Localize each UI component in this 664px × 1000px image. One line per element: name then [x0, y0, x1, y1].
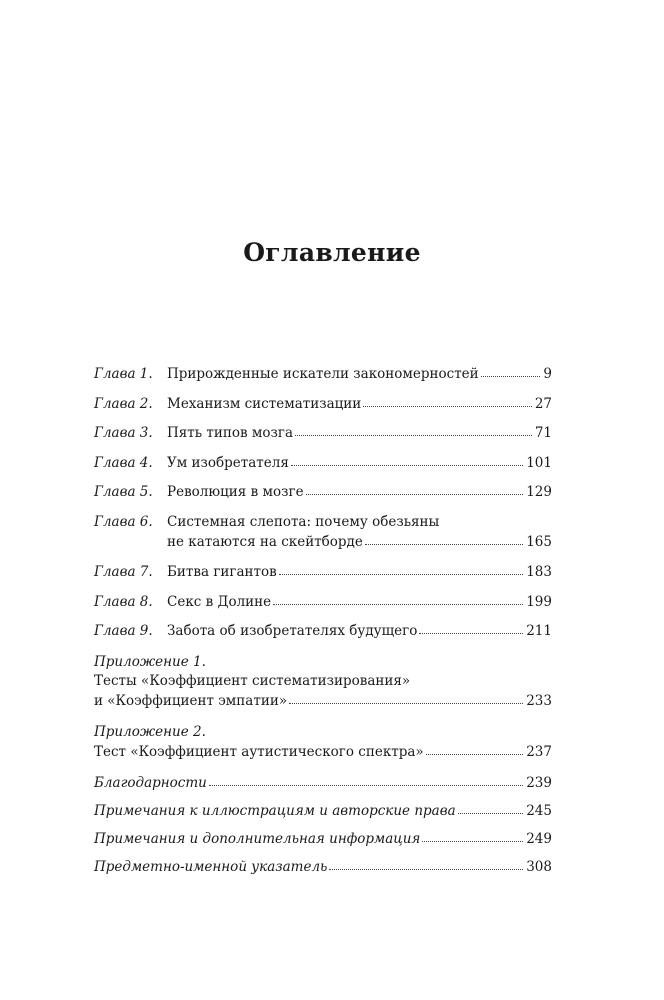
page-number: 233 — [526, 692, 552, 709]
chapter-label: Глава 3. — [94, 425, 153, 442]
chapter-title: Системная слепота: почему обезьяны — [167, 513, 440, 530]
chapter-title: Революция в мозге — [167, 484, 304, 501]
chapter-title: Пять типов мозга — [167, 425, 293, 442]
toc-entry-chapter-4[interactable] — [94, 453, 552, 483]
chapter-label: Глава 2. — [94, 395, 153, 412]
chapter-label: Глава 9. — [94, 623, 153, 640]
page-number: 249 — [526, 830, 552, 847]
appendix-title: Тесты «Коэффициент систематизирования» — [94, 672, 411, 689]
chapter-title: Забота об изобретателях будущего — [167, 623, 418, 640]
toc-entry-chapter-2[interactable] — [94, 394, 552, 424]
leader-dots — [291, 465, 523, 466]
appendix-title-continued: и «Коэффициент эмпатии» — [94, 692, 288, 709]
leader-dots — [458, 813, 524, 814]
toc-entry-chapter-5[interactable] — [94, 482, 552, 512]
leader-dots — [365, 544, 523, 545]
back-matter-title: Предметно-именной указатель — [94, 858, 328, 875]
page-number: 71 — [534, 425, 552, 442]
toc-entry-index[interactable] — [94, 857, 552, 885]
toc-entry-chapter-1[interactable] — [94, 364, 552, 394]
toc-entry-appendix-2[interactable] — [94, 723, 552, 773]
chapter-label: Глава 7. — [94, 563, 153, 580]
chapter-label: Глава 6. — [94, 513, 153, 530]
chapter-title: Ум изобретателя — [167, 454, 289, 471]
page-title: Оглавление — [243, 238, 421, 267]
appendix-label: Приложение 1. — [94, 653, 206, 670]
page-number: 101 — [526, 454, 552, 471]
page-number: 245 — [526, 802, 552, 819]
toc-entry-chapter-7[interactable] — [94, 562, 552, 592]
toc-entry-chapter-6[interactable] — [94, 512, 552, 562]
back-matter-title: Примечания к иллюстрациям и авторские права — [94, 802, 456, 819]
leader-dots — [419, 633, 523, 634]
page-number: 9 — [543, 366, 552, 382]
chapter-title: Битва гигантов — [167, 563, 277, 580]
toc-entry-chapter-9[interactable] — [94, 621, 552, 651]
toc-entry-chapter-8[interactable] — [94, 592, 552, 622]
appendix-title: Тест «Коэффициент аутистического спектра» — [94, 743, 424, 760]
leader-dots — [481, 376, 541, 377]
leader-dots — [426, 754, 524, 755]
page-number: 129 — [526, 484, 552, 501]
leader-dots — [329, 869, 523, 870]
page-number: 183 — [526, 563, 552, 580]
toc-entry-illustration-notes[interactable] — [94, 801, 552, 829]
page-number: 239 — [526, 774, 552, 791]
toc-entry-notes[interactable] — [94, 829, 552, 857]
chapter-title: Прирожденные искатели закономерностей — [167, 366, 479, 382]
leader-dots — [289, 703, 523, 704]
back-matter-title: Благодарности — [94, 774, 207, 791]
toc-entry-appendix-1[interactable] — [94, 653, 552, 717]
leader-dots — [306, 494, 524, 495]
chapter-title: Секс в Долине — [167, 593, 272, 610]
toc-entry-chapter-3[interactable] — [94, 423, 552, 453]
page-number: 237 — [526, 743, 552, 760]
leader-dots — [422, 841, 523, 842]
chapter-label: Глава 4. — [94, 454, 153, 471]
appendix-label: Приложение 2. — [94, 723, 206, 740]
leader-dots — [209, 785, 523, 786]
chapter-label: Глава 1. — [94, 366, 153, 382]
leader-dots — [295, 435, 532, 436]
chapter-title: Механизм систематизации — [167, 395, 362, 412]
leader-dots — [279, 574, 524, 575]
page-number: 27 — [534, 395, 552, 412]
leader-dots — [273, 604, 523, 605]
page-number: 165 — [526, 533, 552, 550]
leader-dots — [363, 406, 532, 407]
page-number: 211 — [526, 623, 552, 640]
back-matter-title: Примечания и дополнительная информация — [94, 830, 421, 847]
chapter-label: Глава 8. — [94, 593, 153, 610]
page-number: 199 — [526, 593, 552, 610]
toc-entry-acknowledgements[interactable] — [94, 773, 552, 801]
chapter-title-continued: не катаются на скейтборде — [167, 533, 363, 550]
chapter-label: Глава 5. — [94, 484, 153, 501]
table-of-contents — [94, 364, 552, 885]
page-number: 308 — [526, 858, 552, 875]
